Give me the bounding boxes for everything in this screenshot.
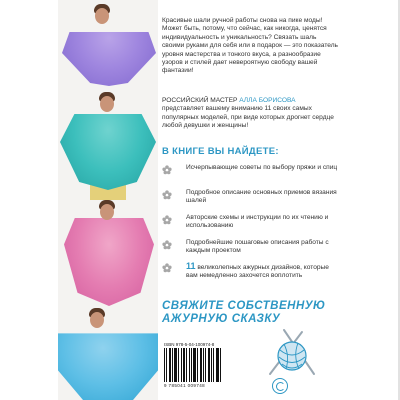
feature-text [186, 262, 338, 281]
author-paragraph [162, 97, 338, 131]
photo-purple-shawl [58, 0, 158, 92]
feature-text-rest: великолепных ажурных дизайнов, которые вам немедленно захочется воплотить [186, 264, 329, 280]
photo-pink-shawl [58, 200, 158, 308]
pink-shawl [64, 218, 154, 306]
author-prefix: РОССИЙСКИЙ МАСТЕР [162, 97, 238, 104]
feature-text: Авторские схемы и инструкции по их чтению и использованию [186, 214, 329, 230]
isbn-text: ISBN 978-5-04-100974-8 [164, 342, 215, 347]
feature-text: Подробнейшие пошаговые описания работы с каждым проектом [186, 239, 329, 255]
book-back-cover [58, 0, 342, 400]
flower-icon [162, 215, 172, 225]
barcode-number: 9 785041 009748 [164, 383, 206, 388]
flower-icon [162, 263, 172, 273]
author-description: представляет вашему вниманию 11 своих самых популярных моделей, при виде которых дрогнет сердце любой девушки и женщины! [162, 105, 334, 130]
publisher-logo [272, 378, 288, 394]
photo-teal-shawl [58, 92, 158, 200]
feature-item [162, 262, 338, 281]
feature-item [162, 239, 338, 256]
slogan-line-2: АЖУРНУЮ СКАЗКУ [162, 313, 281, 325]
model-head [95, 8, 109, 24]
model-head [90, 312, 104, 328]
photo-column [58, 0, 158, 400]
model-head [100, 204, 114, 220]
barcode [162, 342, 232, 392]
feature-number: 11 [186, 261, 196, 271]
intro-paragraph: Красивые шали ручной работы снова на пике моды! Может быть, потому, что сейчас, как никогда, ценятся индивидуальность и уникальность? Связать шаль своими руками для себя или в подарок — это показатель уровня мастерства и тонкого вкуса, а разнообразие узоров и стилей дает невероятную свободу вашей фантазии! [162, 17, 338, 75]
section-title: В КНИГЕ ВЫ НАЙДЕТЕ: [162, 146, 279, 157]
feature-text: Подробное описание основных приемов вязания шалей [186, 189, 337, 205]
yarn-ball-icon [262, 326, 322, 376]
feature-item [162, 214, 338, 231]
photo-blue-shawl [58, 308, 158, 400]
slogan-line-1: СВЯЖИТЕ СОБСТВЕННУЮ [162, 300, 326, 312]
text-column [162, 0, 342, 400]
author-name: АЛЛА БОРИСОВА [239, 97, 296, 104]
feature-text: Исчерпывающие советы по выбору пряжи и спиц [186, 164, 338, 171]
feature-item [162, 189, 338, 206]
flower-icon [162, 165, 172, 175]
feature-item [162, 164, 338, 175]
flower-icon [162, 240, 172, 250]
barcode-bars [164, 348, 224, 382]
slogan [162, 300, 326, 326]
model-head [100, 96, 114, 112]
flower-icon [162, 190, 172, 200]
